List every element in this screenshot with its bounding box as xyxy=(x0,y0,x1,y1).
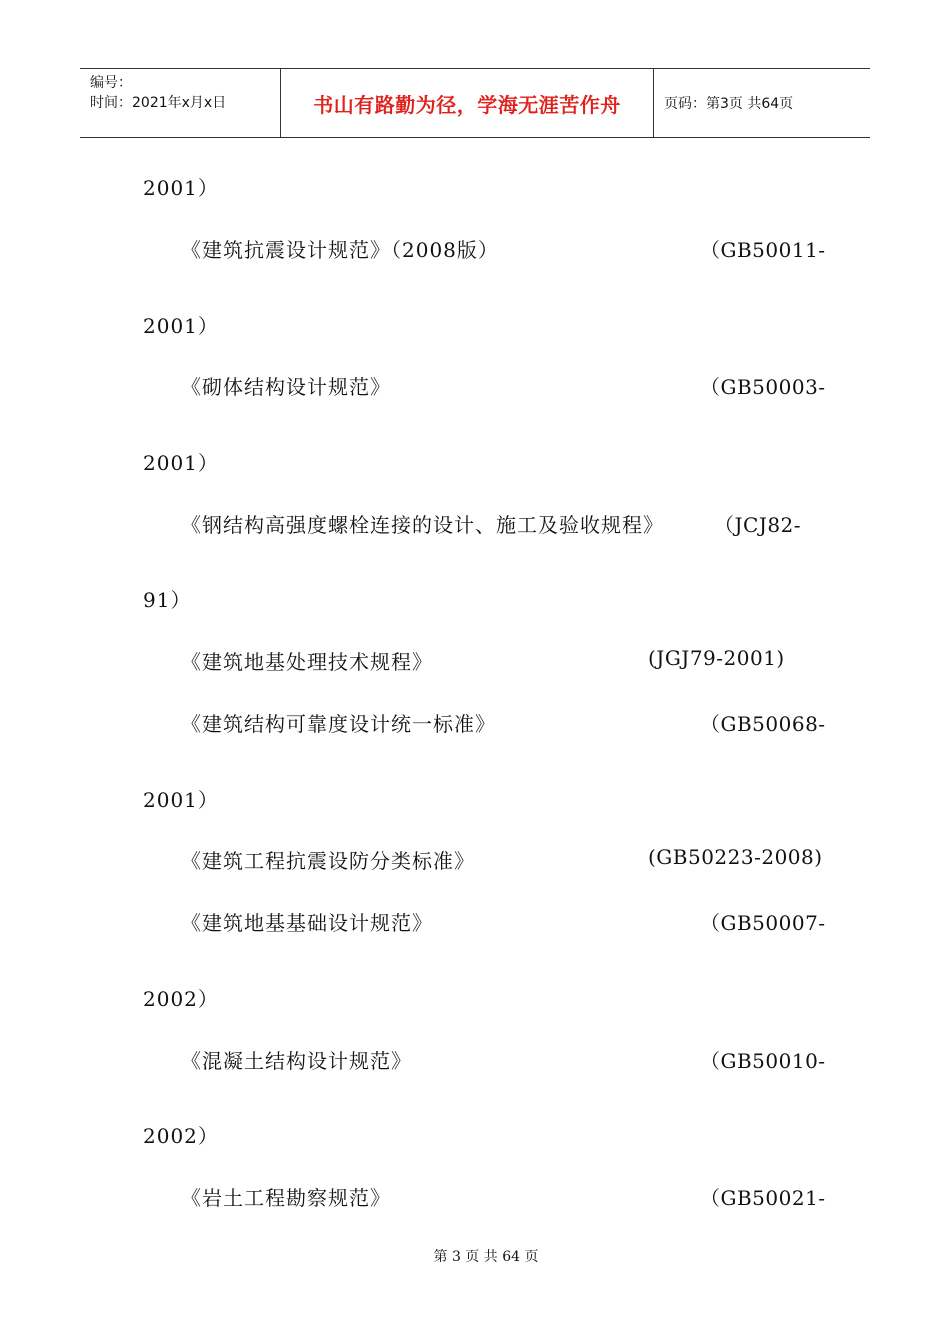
continuation-line: 2002） xyxy=(143,987,219,1011)
document-time-label: 时间：2021年x月x日 xyxy=(90,95,227,111)
standard-title: 《砌体结构设计规范》 xyxy=(181,375,391,399)
standard-title: 《建筑工程抗震设防分类标准》 xyxy=(181,849,475,873)
continuation-line: 2001） xyxy=(143,451,219,475)
header-meta-cell xyxy=(80,69,281,137)
standard-title: 《建筑结构可靠度设计统一标准》 xyxy=(181,712,496,736)
standard-code: (JGJ79-2001) xyxy=(648,646,785,670)
standard-code: （GB50010- xyxy=(700,1049,826,1073)
standard-code: （GB50068- xyxy=(700,712,826,736)
document-number-label: 编号： xyxy=(90,75,132,91)
standard-code: （GB50011- xyxy=(700,238,826,262)
standard-title: 《建筑抗震设计规范》（2008版） xyxy=(181,238,499,262)
continuation-line: 2001） xyxy=(143,176,219,200)
continuation-line: 2002） xyxy=(143,1124,219,1148)
header-page-cell xyxy=(654,69,870,137)
page-footer: 第 3 页 共 64 页 xyxy=(433,1249,539,1265)
standard-title: 《建筑地基基础设计规范》 xyxy=(181,911,433,935)
header-motto: 书山有路勤为径，学海无涯苦作舟 xyxy=(313,92,621,117)
standard-code: (GB50223-2008) xyxy=(648,845,823,869)
standard-code: （JCJ82- xyxy=(714,513,802,537)
standard-title: 《钢结构高强度螺栓连接的设计、施工及验收规程》 xyxy=(181,513,664,537)
standard-code: （GB50021- xyxy=(700,1186,826,1210)
continuation-line: 2001） xyxy=(143,788,219,812)
standard-title: 《建筑地基处理技术规程》 xyxy=(181,650,433,674)
standard-title: 《混凝土结构设计规范》 xyxy=(181,1049,412,1073)
page-header xyxy=(80,68,870,138)
continuation-line: 91） xyxy=(143,588,192,612)
continuation-line: 2001） xyxy=(143,314,219,338)
standard-title: 《岩土工程勘察规范》 xyxy=(181,1186,391,1210)
header-page-info: 页码：第3页 共64页 xyxy=(664,96,794,112)
standard-code: （GB50003- xyxy=(700,375,826,399)
standard-code: （GB50007- xyxy=(700,911,826,935)
header-motto-cell xyxy=(281,69,654,137)
